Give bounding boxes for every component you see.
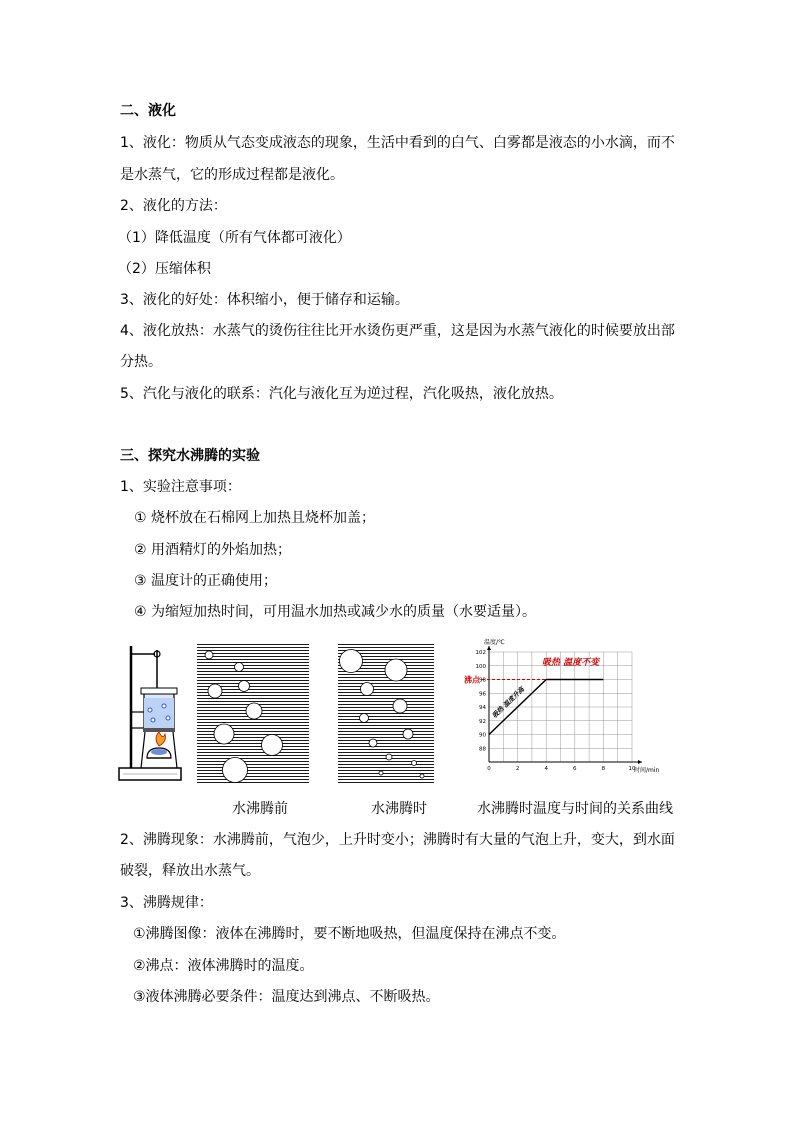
chart-y-tick-label: 88 <box>479 746 486 753</box>
boiling-annotation: 吸热 温度不变 <box>542 658 600 668</box>
boiling-rules-title: 3、沸腾规律： <box>120 895 213 911</box>
chart-y-tick-label: 96 <box>479 691 486 698</box>
liquefaction-definition-line1: 1、液化：物质从气态变成液态的现象，生活中看到的白气、白雾都是液态的小水滴，而不 <box>120 135 675 151</box>
chart-y-tick-label: 100 <box>475 663 486 670</box>
chart-y-tick-label: 102 <box>475 650 486 656</box>
chart-x-tick-label: 6 <box>573 766 577 772</box>
boiling-rule-1: ①沸腾图像：液体在沸腾时，要不断地吸热，但温度保持在沸点不变。 <box>133 926 566 942</box>
chart-x-tick-label: 0 <box>487 766 491 772</box>
liquefaction-heat-line2: 分热。 <box>120 354 162 370</box>
chart-x-tick-label: 8 <box>601 766 606 772</box>
chart-x-tick-label: 4 <box>544 766 548 772</box>
experiment-note-1: ① 烧杯放在石棉网上加热且烧杯加盖； <box>134 510 375 526</box>
boiling-phenomenon-line1: 2、沸腾现象：水沸腾前，气泡少，上升时变小；沸腾时有大量的气泡上升，变大，到水面 <box>120 832 675 848</box>
heating-annotation: 吸热 温度升高 <box>490 685 526 720</box>
liquefaction-definition-line2: 是水蒸气，它的形成过程都是液化。 <box>120 167 344 183</box>
chart-y-tick-label: 92 <box>479 718 486 725</box>
chart-x-arrow <box>638 760 642 764</box>
experiment-note-3: ③ 温度计的正确使用； <box>134 573 278 589</box>
experiment-note-2: ② 用酒精灯的外焰加热； <box>134 542 292 558</box>
chart-x-tick-label: 10 <box>628 766 636 772</box>
chart-y-tick-label: 98 <box>479 677 486 684</box>
chart-x-axis-label: 时间/min <box>634 767 660 774</box>
boiling-point-label: 沸点 <box>464 675 480 685</box>
chart-y-tick-label: 94 <box>479 705 486 711</box>
boiling-rule-2: ②沸点：液体沸腾时的温度。 <box>133 958 314 974</box>
caption-before-boiling: 水沸腾前 <box>232 801 288 817</box>
chart-y-axis-label: 温度/℃ <box>484 639 505 646</box>
chart-x-tick-label: 2 <box>515 766 520 772</box>
liquefaction-methods: 2、液化的方法： <box>120 198 227 214</box>
method-item-2: （2）压缩体积 <box>118 261 211 277</box>
liquefaction-heat-line1: 4、液化放热：水蒸气的烫伤往往比开水烫伤更严重，这是因为水蒸气液化的时候要放出部 <box>120 323 675 339</box>
boiling-apparatus-figure <box>117 640 183 784</box>
chart-y-tick-label: 90 <box>479 732 486 739</box>
caption-during-boiling: 水沸腾时 <box>371 801 427 817</box>
boiling-phenomenon-line2: 破裂，释放出水蒸气。 <box>120 863 260 879</box>
liquefaction-benefit: 3、液化的好处：体积缩小，便于储存和运输。 <box>120 292 409 308</box>
temperature-time-chart <box>462 634 676 778</box>
experiment-notes-title: 1、实验注意事项： <box>120 479 241 495</box>
chart-y-arrow <box>487 646 491 650</box>
section3-heading: 三、探究水沸腾的实验 <box>120 448 260 464</box>
boiling-rule-3: ③液体沸腾必要条件：温度达到沸点、不断吸热。 <box>133 989 440 1005</box>
vaporization-liquefaction-relation: 5、汽化与液化的联系：汽化与液化互为逆过程，汽化吸热，液化放热。 <box>120 386 563 402</box>
water-during-boiling-figure <box>338 643 434 783</box>
experiment-note-4: ④ 为缩短加热时间，可用温水加热或减少水的质量（水要适量）。 <box>134 604 536 620</box>
section2-heading: 二、液化 <box>120 103 176 119</box>
method-item-1: （1）降低温度（所有气体都可液化） <box>118 230 351 246</box>
caption-temperature-curve: 水沸腾时温度与时间的关系曲线 <box>477 801 673 817</box>
water-before-boiling-figure <box>197 643 309 783</box>
